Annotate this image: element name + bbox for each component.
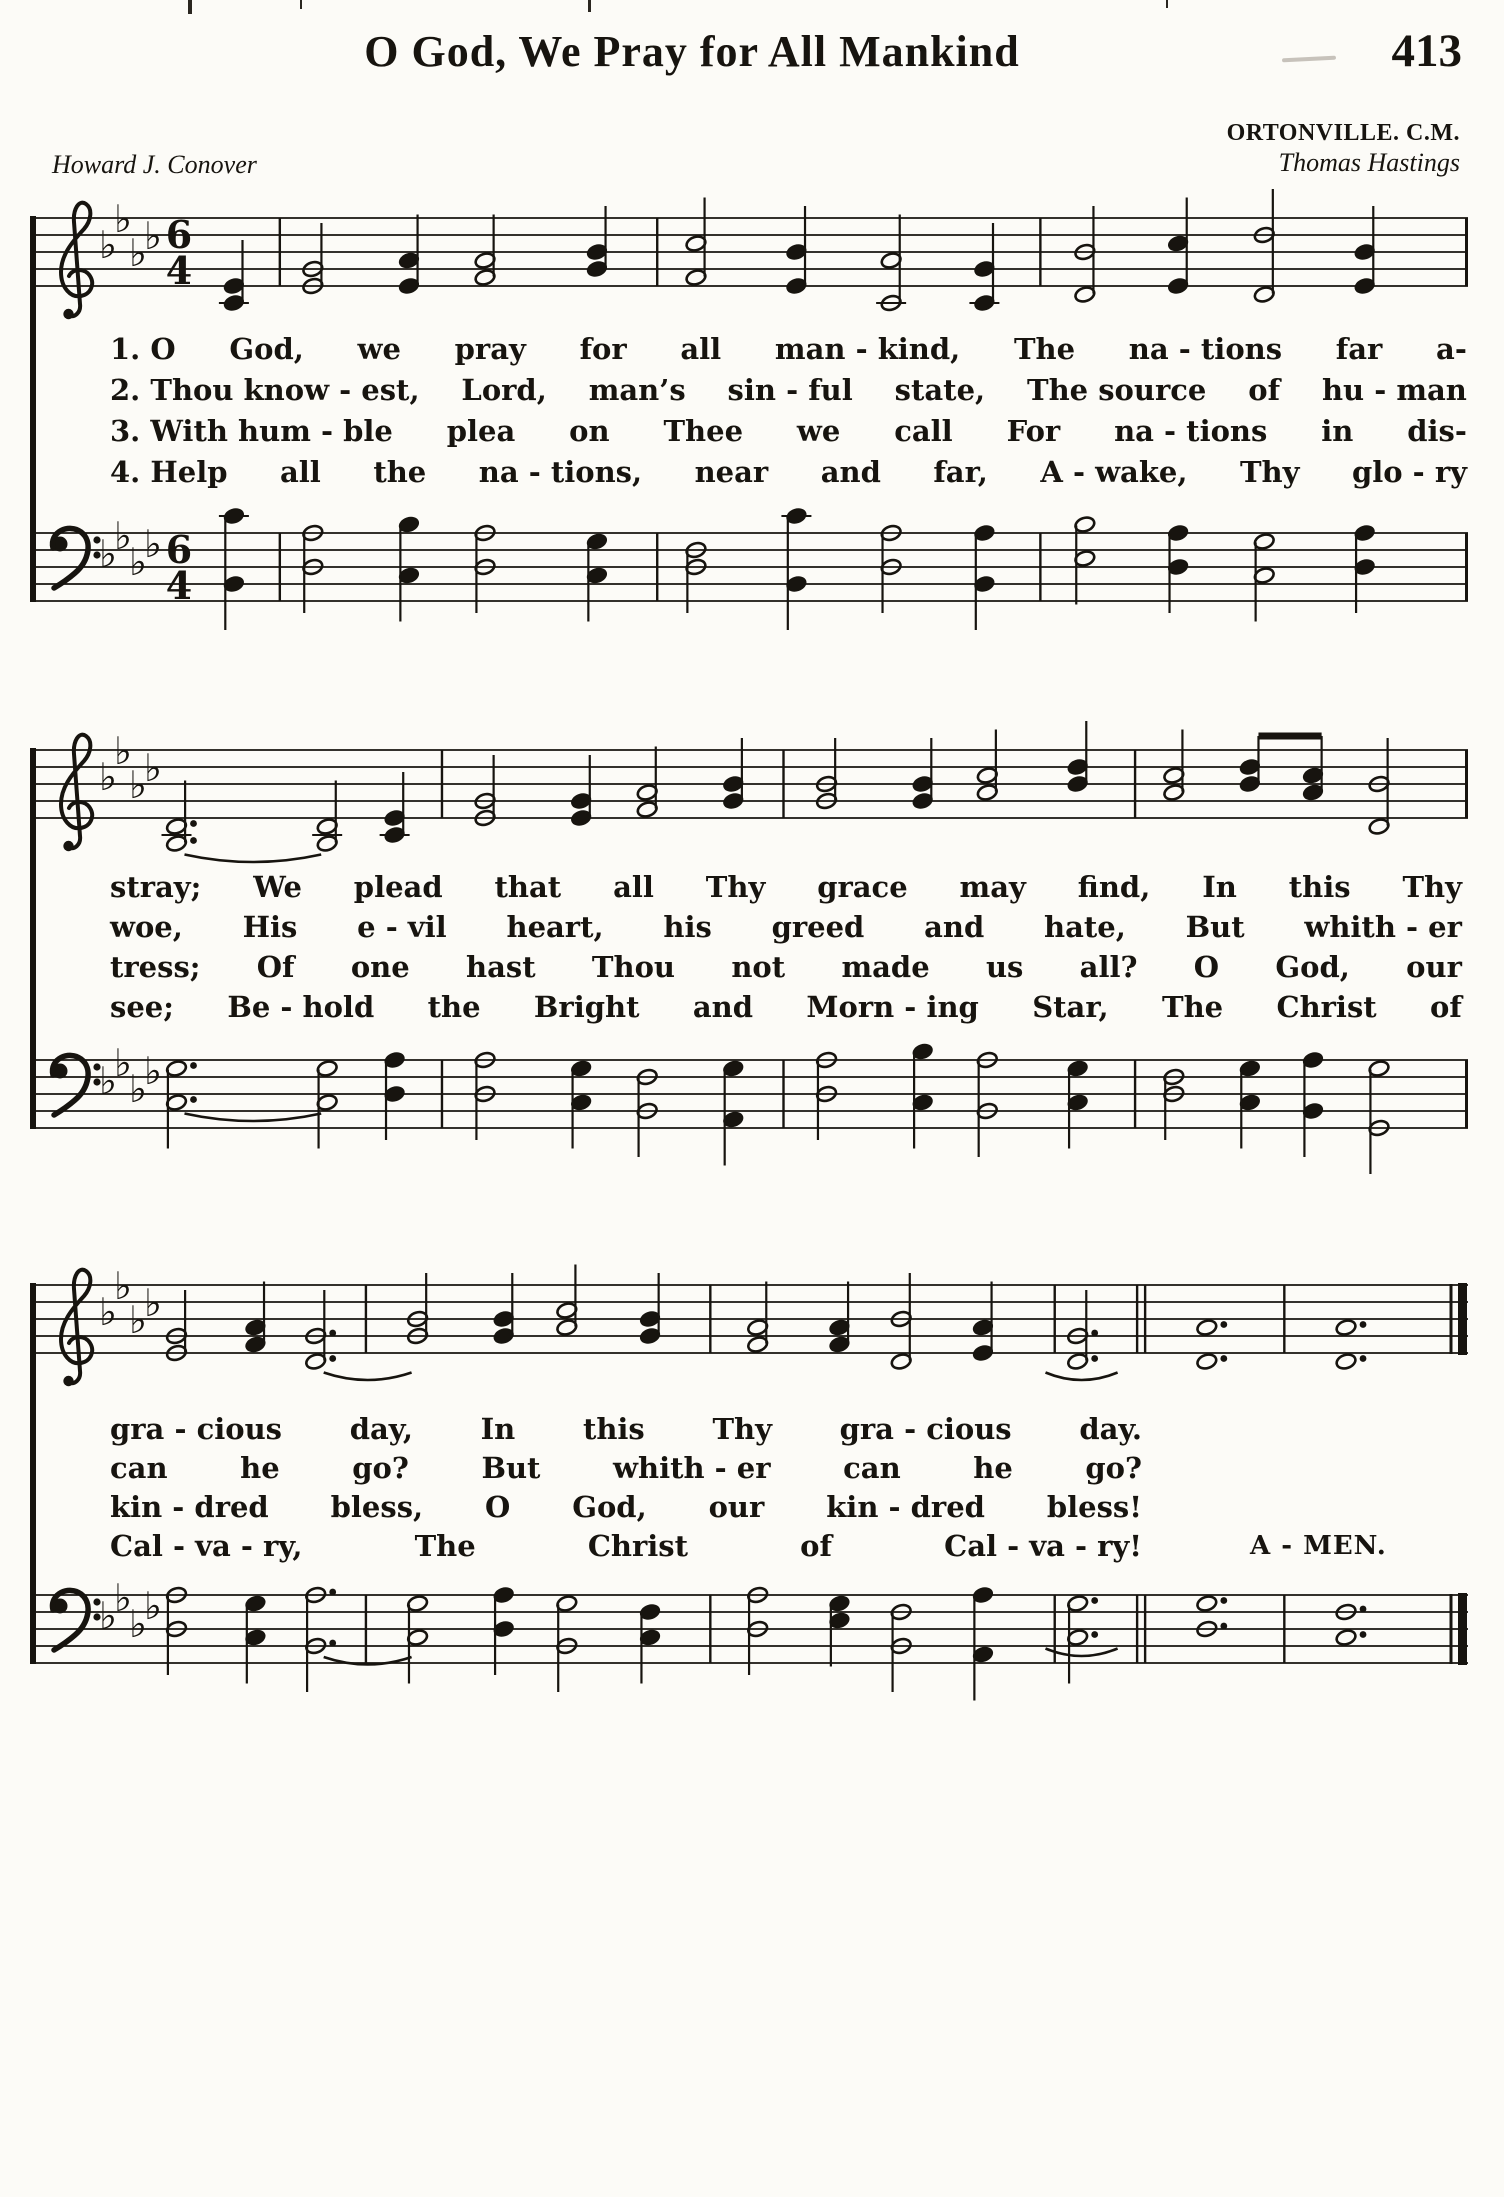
lyric-word: we <box>357 332 401 366</box>
lyric-word: dis- <box>1407 414 1467 448</box>
lyric-word: The <box>1013 332 1076 366</box>
lyric-word: and <box>820 455 881 489</box>
lyric-word: stray; <box>110 870 202 904</box>
bass-staff-1 <box>33 503 1468 678</box>
lyric-word: plea <box>446 414 516 448</box>
time-signature: 6 <box>165 527 193 572</box>
lyric-word: Lord, <box>461 373 547 407</box>
lyric-word: tress; <box>110 950 201 984</box>
author-name: Howard J. Conover <box>52 150 257 179</box>
note-head <box>1196 1318 1218 1336</box>
lyric-line <box>110 1451 1142 1490</box>
lyric-word: the <box>373 455 427 489</box>
lyric-word: Star, <box>1032 990 1109 1024</box>
tie <box>324 1373 412 1381</box>
lyric-word: can <box>110 1451 168 1485</box>
tie <box>1046 1649 1118 1657</box>
tune-name: ORTONVILLE. C.M. <box>1226 120 1460 146</box>
lyric-word: sin - ful <box>727 373 853 407</box>
treble-clef-icon <box>63 841 73 851</box>
lyric-word: hu - man <box>1321 373 1467 407</box>
lyric-word: on <box>569 414 610 448</box>
lyric-word: man - kind, <box>774 332 961 366</box>
lyric-line <box>110 870 1462 910</box>
lyric-word: pray <box>454 332 526 366</box>
lyrics-block-1 <box>110 332 1467 496</box>
augmentation-dot <box>1360 1355 1367 1362</box>
treble-clef-icon <box>63 1376 73 1386</box>
lyric-word: near <box>694 455 769 489</box>
note-head <box>1335 1628 1357 1646</box>
lyric-word: glo - ry <box>1351 455 1467 489</box>
lyric-word: in <box>1321 414 1354 448</box>
augmentation-dot <box>1091 1330 1098 1337</box>
lyric-word: In <box>1202 870 1237 904</box>
final-barline <box>1458 1283 1467 1355</box>
lyric-word: grace <box>817 870 908 904</box>
treble-staff-3 <box>33 1255 1468 1430</box>
lyric-word: Morn - ing <box>806 990 979 1024</box>
augmentation-dot <box>329 1330 336 1337</box>
flat-sign: ♭ <box>114 729 132 773</box>
print-artifact <box>1166 0 1168 8</box>
hymn-title: O God, We Pray for All Mankind <box>364 27 1020 76</box>
flat-sign: ♭ <box>144 746 162 790</box>
time-signature: 4 <box>165 563 193 608</box>
lyric-word: na - tions, <box>478 455 643 489</box>
lyric-line <box>110 414 1467 455</box>
lyric-word: Thou <box>591 950 676 984</box>
lyric-line <box>110 1412 1142 1451</box>
lyric-word: all? <box>1079 950 1138 984</box>
lyric-word: made <box>841 950 930 984</box>
lyric-word: his <box>663 910 712 944</box>
lyric-word: The <box>414 1529 476 1563</box>
flat-sign: ♭ <box>99 755 117 799</box>
lyric-word: of <box>1430 990 1462 1024</box>
lyric-word: he <box>240 1451 280 1485</box>
lyric-word: bless, <box>330 1490 424 1524</box>
lyric-line <box>110 950 1462 990</box>
lyric-word: whith - er <box>613 1451 771 1485</box>
flat-sign: ♭ <box>144 214 162 258</box>
lyric-word: gra - cious <box>839 1412 1012 1446</box>
lyric-word: Thy <box>1239 455 1300 489</box>
lyric-word: bless! <box>1046 1490 1142 1524</box>
hymn-number: 413 <box>1391 25 1462 77</box>
final-barline <box>1458 1593 1467 1665</box>
augmentation-dot <box>329 1589 336 1596</box>
lyric-word: and <box>692 990 754 1024</box>
lyric-word: Thy <box>1402 870 1462 904</box>
augmentation-dot <box>1220 1355 1227 1362</box>
treble-clef-icon <box>61 735 92 848</box>
flat-sign: ♭ <box>114 1576 132 1620</box>
flat-sign: ♭ <box>129 231 147 275</box>
augmentation-dot <box>1220 1597 1227 1604</box>
lyric-word: we <box>796 414 841 448</box>
lyric-word: gra - cious <box>110 1412 283 1446</box>
lyric-word: all <box>680 332 722 366</box>
note-head <box>1196 1352 1218 1370</box>
augmentation-dot <box>1360 1631 1367 1638</box>
augmentation-dot <box>1091 1631 1098 1638</box>
lyric-word: for <box>579 332 627 366</box>
flat-sign: ♭ <box>129 540 147 584</box>
lyric-word: all <box>613 870 654 904</box>
lyric-word: far <box>1335 332 1383 366</box>
print-artifact <box>588 0 591 12</box>
lyric-word: our <box>1406 950 1462 984</box>
lyric-word: na - tions <box>1114 414 1268 448</box>
lyric-line <box>110 1529 1142 1568</box>
lyric-word: whith - er <box>1304 910 1462 944</box>
lyric-word: In <box>480 1412 516 1446</box>
lyric-word: go? <box>1085 1451 1142 1485</box>
augmentation-dot <box>1091 1597 1098 1604</box>
lyric-word: far, <box>933 455 988 489</box>
lyric-word: 3. With hum - ble <box>110 414 393 448</box>
flat-sign: ♭ <box>129 1298 147 1342</box>
lyric-word: this <box>1288 870 1351 904</box>
lyric-word: His <box>242 910 298 944</box>
lyric-word: a- <box>1436 332 1467 366</box>
lyric-word: God, <box>1275 950 1350 984</box>
augmentation-dot <box>1360 1606 1367 1613</box>
flat-sign: ♭ <box>99 1290 117 1334</box>
lyric-word: God, <box>572 1490 647 1524</box>
lyric-word: day, <box>349 1412 413 1446</box>
lyric-word: the <box>427 990 481 1024</box>
lyric-word: Christ <box>587 1529 689 1563</box>
lyric-word: day. <box>1079 1412 1142 1446</box>
time-signature: 6 <box>165 212 193 257</box>
lyric-word: kin - dred <box>826 1490 985 1524</box>
flat-sign: ♭ <box>99 223 117 267</box>
augmentation-dot <box>1360 1321 1367 1328</box>
lyric-word: can <box>843 1451 901 1485</box>
music-system-1 <box>0 185 1504 665</box>
flat-sign: ♭ <box>114 514 132 558</box>
lyric-word: But <box>1185 910 1245 944</box>
flat-sign: ♭ <box>144 1049 162 1093</box>
print-artifact <box>300 0 302 9</box>
lyric-word: 2. Thou know - est, <box>110 373 420 407</box>
treble-clef-icon <box>61 203 92 316</box>
music-system-2 <box>0 715 1504 1205</box>
lyric-line <box>110 990 1462 1030</box>
flat-sign: ♭ <box>129 1067 147 1111</box>
lyric-word: see; <box>110 990 174 1024</box>
lyric-word: Cal - va - ry! <box>944 1529 1142 1563</box>
lyric-word: hate, <box>1044 910 1126 944</box>
lyric-word: But <box>481 1451 541 1485</box>
treble-staff-2 <box>33 720 1468 895</box>
lyric-word: us <box>985 950 1024 984</box>
lyric-word: Be - hold <box>227 990 375 1024</box>
lyric-word: O <box>485 1490 511 1524</box>
lyric-word: state, <box>894 373 986 407</box>
flat-sign: ♭ <box>99 532 117 576</box>
lyric-word: all <box>280 455 321 489</box>
flat-sign: ♭ <box>144 522 162 566</box>
lyric-word: of <box>1248 373 1281 407</box>
lyric-word: 4. Help <box>110 455 228 489</box>
augmentation-dot <box>190 1062 197 1069</box>
augmentation-dot <box>190 1096 197 1103</box>
lyric-word: man’s <box>588 373 686 407</box>
lyric-word: na - tions <box>1128 332 1283 366</box>
lyric-word: hast <box>466 950 536 984</box>
bass-staff-3 <box>33 1565 1468 1740</box>
lyric-line <box>110 1490 1142 1529</box>
lyric-word: heart, <box>506 910 604 944</box>
lyric-word: For <box>1006 414 1061 448</box>
lyric-line <box>110 910 1462 950</box>
augmentation-dot <box>329 1640 336 1647</box>
lyric-word: kin - dred <box>110 1490 269 1524</box>
augmentation-dot <box>329 1355 336 1362</box>
lyric-word: may <box>959 870 1026 904</box>
lyric-line <box>110 332 1467 373</box>
bass-staff-2 <box>33 1030 1468 1205</box>
lyric-word: this <box>582 1412 645 1446</box>
lyric-word: woe, <box>110 910 183 944</box>
lyric-word: Thy <box>712 1412 772 1446</box>
print-artifact <box>188 0 192 14</box>
lyric-word: find, <box>1077 870 1151 904</box>
lyric-word: The source <box>1027 373 1207 407</box>
tie <box>185 855 322 863</box>
flat-sign: ♭ <box>144 1281 162 1325</box>
augmentation-dot <box>1220 1623 1227 1630</box>
augmentation-dot <box>190 837 197 844</box>
composer-name: Thomas Hastings <box>1278 148 1460 177</box>
flat-sign: ♭ <box>129 1602 147 1646</box>
note-head <box>1196 1594 1218 1612</box>
amen-text: A - MEN. <box>1250 1531 1387 1561</box>
lyric-word: Thy <box>705 870 766 904</box>
augmentation-dot <box>190 820 197 827</box>
flat-sign: ♭ <box>99 1059 117 1103</box>
lyric-word: O <box>1193 950 1220 984</box>
lyric-word: plead <box>353 870 443 904</box>
lyric-word: Thee <box>663 414 744 448</box>
flat-sign: ♭ <box>144 1584 162 1628</box>
flat-sign: ♭ <box>114 197 132 241</box>
lyric-word: God, <box>229 332 304 366</box>
lyrics-block-3 <box>110 1412 1387 1568</box>
lyric-line <box>110 373 1467 414</box>
lyric-word: of <box>800 1529 832 1563</box>
lyric-word: one <box>350 950 410 984</box>
note-head <box>1335 1318 1357 1336</box>
augmentation-dot <box>1091 1355 1098 1362</box>
lyric-word: call <box>894 414 953 448</box>
lyric-word: that <box>494 870 562 904</box>
tie <box>185 1114 322 1122</box>
lyric-word: 1. O <box>110 332 176 366</box>
lyric-word: our <box>708 1490 765 1524</box>
flat-sign: ♭ <box>114 1264 132 1308</box>
lyric-word: he <box>973 1451 1013 1485</box>
lyric-word: e - vil <box>357 910 447 944</box>
lyric-word: Bright <box>533 990 640 1024</box>
lyric-word: not <box>731 950 786 984</box>
music-system-3 <box>0 1250 1504 1755</box>
note-head <box>1335 1352 1357 1370</box>
flat-sign: ♭ <box>129 763 147 807</box>
treble-clef-icon <box>63 309 73 319</box>
lyric-word: greed <box>771 910 865 944</box>
lyrics-block-2 <box>110 870 1462 1030</box>
lyric-line <box>110 455 1467 496</box>
tie <box>1046 1373 1118 1381</box>
lyric-word: go? <box>352 1451 409 1485</box>
lyric-word: The <box>1161 990 1224 1024</box>
lyric-word: Cal - va - ry, <box>110 1529 303 1563</box>
lyric-word: Of <box>256 950 295 984</box>
augmentation-dot <box>1220 1321 1227 1328</box>
lyric-word: We <box>253 870 302 904</box>
time-signature: 4 <box>165 248 193 293</box>
flat-sign: ♭ <box>114 1041 132 1085</box>
lyric-word: Christ <box>1276 990 1377 1024</box>
treble-clef-icon <box>61 1270 92 1383</box>
lyric-word: and <box>924 910 985 944</box>
flat-sign: ♭ <box>99 1594 117 1638</box>
lyric-word: A - wake, <box>1040 455 1188 489</box>
